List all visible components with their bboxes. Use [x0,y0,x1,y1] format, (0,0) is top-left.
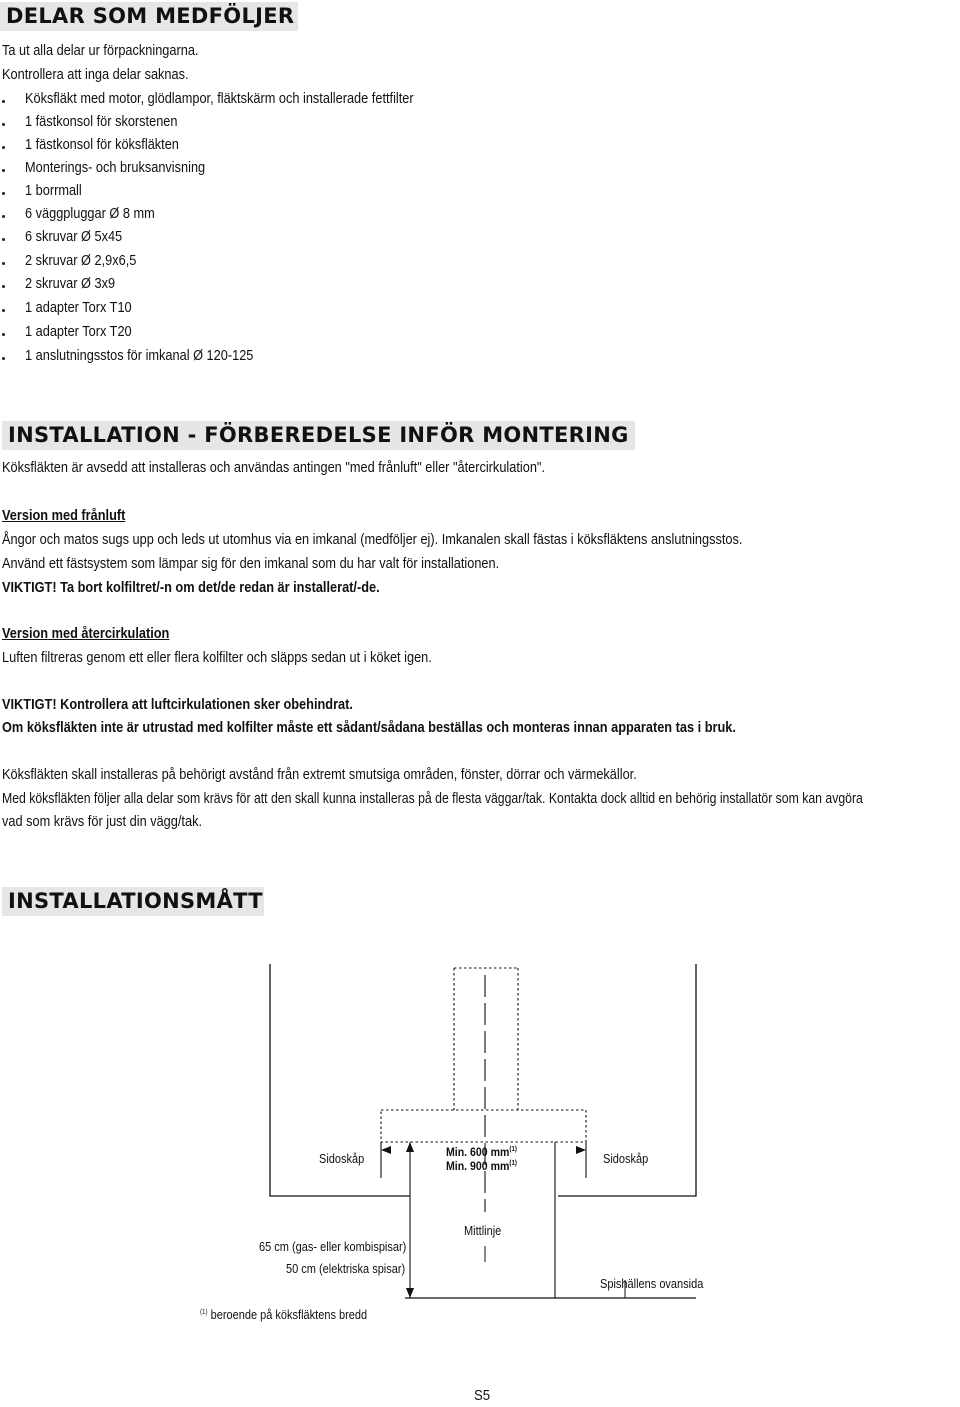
arrow-up-left [406,1142,414,1152]
left-cabinet-label: Sidoskåp [319,1152,365,1166]
intro-paragraph: Köksfläkten är avsedd att installeras och användas antingen "med frånluft" eller "återcirkulation". [2,460,546,476]
arrow-right-hood [576,1146,586,1154]
gas-hob-label: 65 cm (gas- eller kombispisar) [259,1240,407,1254]
arrow-left-hood [381,1146,391,1154]
footnote: $^{(1)}$ beroende på köksfläktens bredd [200,1308,368,1322]
heading-installation-dimensions: INSTALLATIONSMÅTT [2,887,264,916]
intro-line-1: Ta ut alla delar ur förpackningarna. [2,43,199,59]
warning-carbon-filter: Om köksfläkten inte är utrustad med kolfilter måste ett sådant/sådana beställas och monteras innan apparaten tas i bruk. [2,720,736,736]
page-number: S5 [474,1387,491,1404]
warning-air-circulation: VIKTIGT! Kontrollera att luftcirkulationen sker obehindrat. [2,697,353,713]
parts-paragraph-line-2: vad som krävs för just din vägg/tak. [2,814,202,830]
parts-list: Köksfläkt med motor, glödlampor, fläktskärm och installerade fettfilter 1 fästkonsol för skorstenen 1 fästkonsol för köksfläkten Monterings- och bruksanvisning 1 borrmall 6 väggpluggar Ø 8 mm 6 skruvar Ø 5x45 2 skruvar Ø 2,9x6,5 2 skruvar Ø 3x9 1 adapter Torx T10 1 adapter Torx T20 1 anslutningsstos för imkanal Ø 120-125 [0,91,600,381]
recirculation-version-title: Version med återcirkulation [2,626,170,642]
extraction-line-2: Använd ett fästsystem som lämpar sig för den imkanal som du har valt för installationen. [2,556,500,572]
min-600-label: Min. 600 $mm^{(1)}$ [446,1145,517,1159]
min-900-label: Min. 900 $mm^{(1)}$ [446,1159,517,1173]
arrow-down-left [406,1288,414,1298]
right-cabinet-label: Sidoskåp [603,1152,649,1166]
hood-outline [381,1110,586,1142]
extraction-warning: VIKTIGT! Ta bort kolfiltret/-n om det/de redan är installerat/-de. [2,580,380,596]
heading-installation-preparation: INSTALLATION - FÖRBEREDELSE INFÖR MONTERING [2,421,635,450]
heading-included-parts: DELAR SOM MEDFÖLJER [0,2,298,31]
extraction-version-title: Version med frånluft [2,508,126,524]
hob-top-label: Spishällens ovansida [600,1277,704,1291]
electric-hob-label: 50 cm (elektriska spisar) [286,1262,406,1276]
recirculation-line: Luften filtreras genom ett eller flera kolfilter och släpps sedan ut i köket igen. [2,650,432,666]
intro-line-2: Kontrollera att inga delar saknas. [2,67,189,83]
extraction-line-1: Ångor och matos sugs upp och leds ut utomhus via en imkanal (medföljer ej). Imkanalen skall fästas i köksfläktens anslutningsstos. [2,532,743,548]
distance-paragraph: Köksfläkten skall installeras på behörigt avstånd från extremt smutsiga områden, fönster, dörrar och värmekällor. [2,767,637,783]
midline-label: Mittlinje [464,1224,502,1238]
parts-paragraph-line-1: Med köksfläkten följer alla delar som krävs för att den skall kunna installeras på de flesta väggar/tak. Kontakta dock alltid en behörig installatör som kan avgöra [2,791,863,807]
